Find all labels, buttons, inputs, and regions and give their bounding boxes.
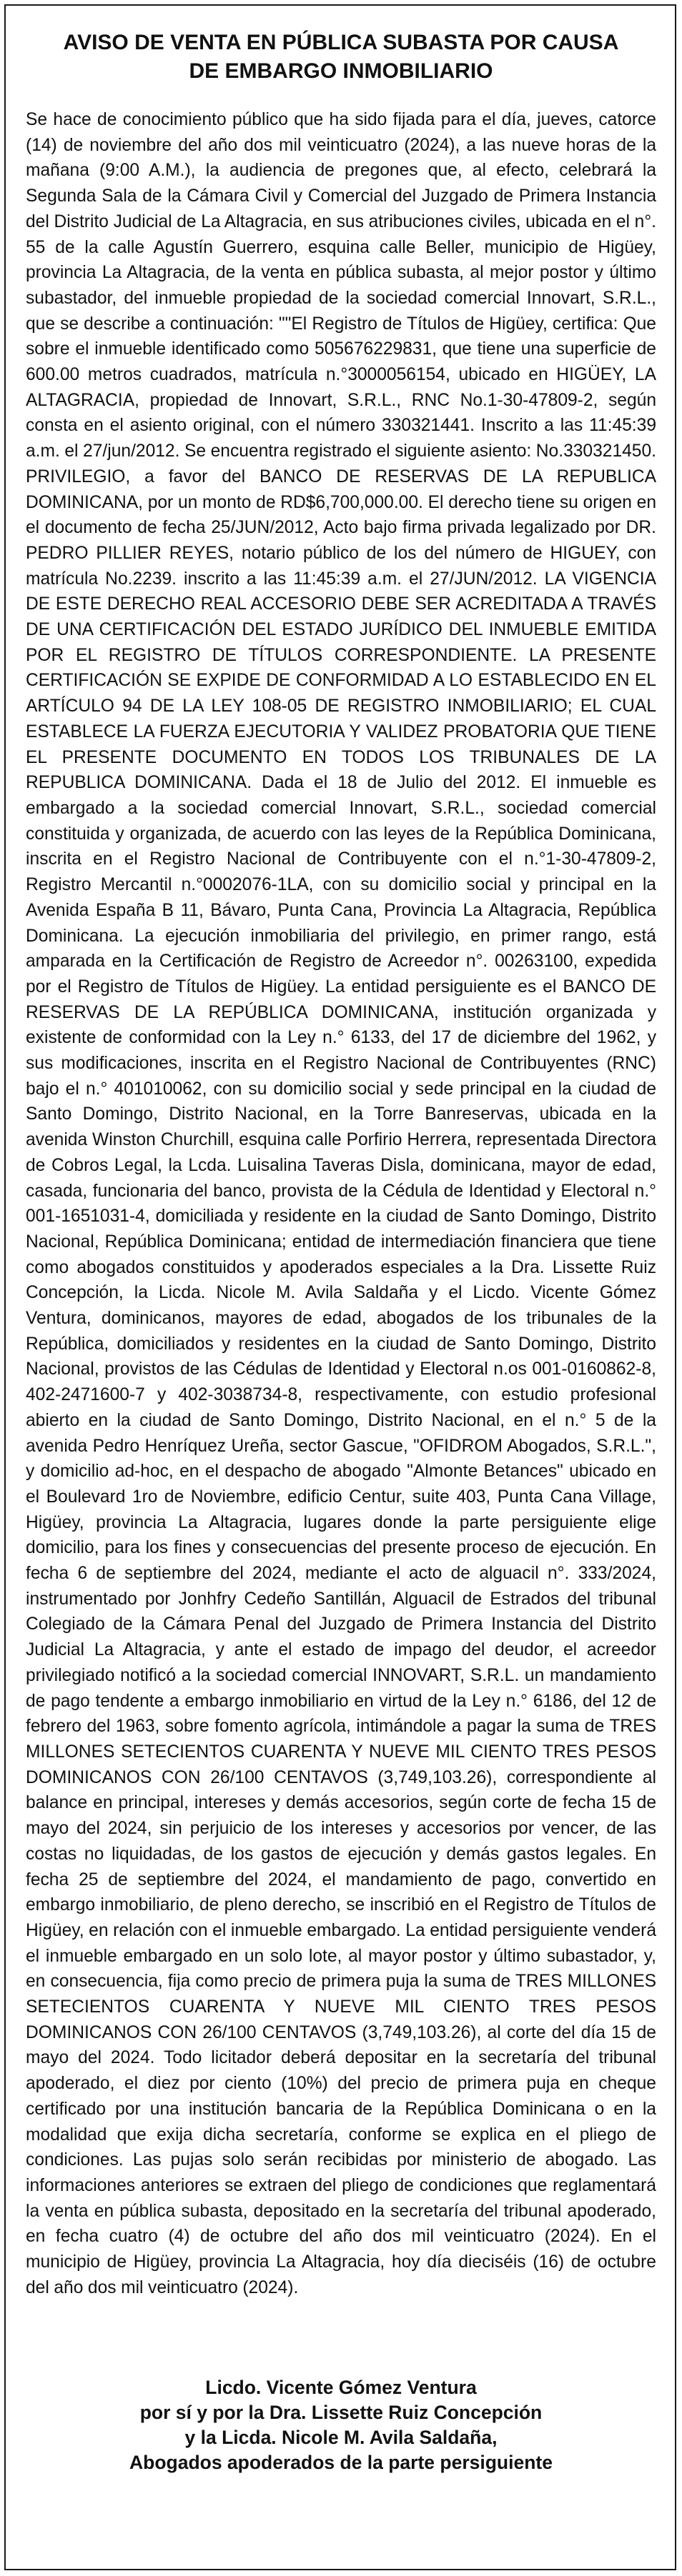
signature-block bbox=[29, 2375, 653, 2475]
notice-title-line-1: AVISO DE VENTA EN PÚBLICA SUBASTA POR CAUSA bbox=[63, 31, 619, 54]
signature-line-1: Licdo. Vicente Gómez Ventura bbox=[205, 2377, 477, 2398]
notice-body: Se hace de conocimiento público que ha sido fijada para el día, jueves, catorce (14) de noviembre del año dos mil veinticuatro (2024), a las nueve horas de la mañana (9:00 A.M.), la audiencia de pregones que, al efecto, celebrará la Segunda Sala de la Cámara Civil y Comercial del Juzgado de Primera Instancia del Distrito Judicial de La Altagracia, en sus atribuciones civiles, ubicada en el n°. 55 de la calle Agustín Guerrero, esquina calle Beller, municipio de Higüey, provincia La Altagracia, de la venta en pública subasta, al mejor postor y último subastador, del inmueble propiedad de la sociedad comercial Innovart, S.R.L., que se describe a continuación: ""El Registro de Títulos de Higüey, certifica: Que sobre el inmueble identificado como 505676229831, que tiene una superficie de 600.00 metros cuadrados, matrícula n.°3000056154, ubicado en HIGÜEY, LA ALTAGRACIA, propiedad de Innovart, S.R.L., RNC No.1-30-47809-2, según consta en el asiento original, con el número 330321441. Inscrito a las 11:45:39 a.m. el 27/jun/2012. Se encuentra registrado el siguiente asiento: No.330321450. PRIVILEGIO, a favor del BANCO DE RESERVAS DE LA REPUBLICA DOMINICANA, por un monto de RD$6,700,000.00. El derecho tiene su origen en el documento de fecha 25/JUN/2012, Acto bajo firma privada legalizado por DR. PEDRO PILLIER REYES, notario público de los del número de HIGUEY, con matrícula No.2239. inscrito a las 11:45:39 a.m. el 27/JUN/2012. LA VIGENCIA DE ESTE DERECHO REAL ACCESORIO DEBE SER ACREDITADA A TRAVÉS DE UNA CERTIFICACIÓN DEL ESTADO JURÍDICO DEL INMUEBLE EMITIDA POR EL REGISTRO DE TÍTULOS CORRESPONDIENTE. LA PRESENTE CERTIFICACIÓN SE EXPIDE DE CONFORMIDAD A LO ESTABLECIDO EN EL ARTÍCULO 94 DE LA LEY 108-05 DE REGISTRO INMOBILIARIO; EL CUAL ESTABLECE LA FUERZA EJECUTORIA Y VALIDEZ PROBATORIA QUE TIENE EL PRESENTE DOCUMENTO EN TODOS LOS TRIBUNALES DE LA REPUBLICA DOMINICANA. Dada el 18 de Julio del 2012. El inmueble es embargado a la sociedad comercial Innovart, S.R.L., sociedad comercial constituida y organizada, de acuerdo con las leyes de la República Dominicana, inscrita en el Registro Nacional de Contribuyente con el n.°1-30-47809-2, Registro Mercantil n.°0002076-1LA, con su domicilio social y principal en la Avenida España B 11, Bávaro, Punta Cana, Provincia La Altagracia, República Dominicana. La ejecución inmobiliaria del privilegio, en primer rango, está amparada en la Certificación de Registro de Acreedor n°. 00263100, expedida por el Registro de Títulos de Higüey. La entidad persiguiente es el BANCO DE RESERVAS DE LA REPÚBLICA DOMINICANA, institución organizada y existente de conformidad con la Ley n.° 6133, del 17 de diciembre del 1962, y sus modificaciones, inscrita en el Registro Nacional de Contribuyentes (RNC) bajo el n.° 401010062, con su domicilio social y sede principal en la ciudad de Santo Domingo, Distrito Nacional, en la Torre Banreservas, ubicada en la avenida Winston Churchill, esquina calle Porfirio Herrera, representada Directora de Cobros Legal, la Lcda. Luisalina Taveras Disla, dominicana, mayor de edad, casada, funcionaria del banco, provista de la Cédula de Identidad y Electoral n.° 001-1651031-4, domiciliada y residente en la ciudad de Santo Domingo, Distrito Nacional, República Dominicana; entidad de intermediación financiera que tiene como abogados constituidos y apoderados especiales a la Dra. Lissette Ruiz Concepción, la Licda. Nicole M. Avila Saldaña y el Licdo. Vicente Gómez Ventura, dominicanos, mayores de edad, abogados de los tribunales de la República, domiciliados y residentes en la ciudad de Santo Domingo, Distrito Nacional, provistos de las Cédulas de Identidad y Electoral n.os 001-0160862-8, 402-2471600-7 y 402-3038734-8, respectivamente, con estudio profesional abierto en la ciudad de Santo Domingo, Distrito Nacional, en el n.° 5 de la avenida Pedro Henríquez Ureña, sector Gascue, "OFIDROM Abogados, S.R.L.", y domicilio ad-hoc, en el despacho de abogado "Almonte Betances" ubicado en el Boulevard 1ro de Noviembre, edificio Centur, suite 403, Punta Cana Village, Higüey, provincia La Altagracia, lugares donde la parte persiguiente elige domicilio, para los fines y consecuencias del presente proceso de ejecución. En fecha 6 de septiembre del 2024, mediante el acto de alguacil n°. 333/2024, instrumentado por Jonhfry Cedeño Santillán, Alguacil de Estrados del tribunal Colegiado de la Cámara Penal del Juzgado de Primera Instancia del Distrito Judicial La Altagracia, y ante el estado de impago del deudor, el acreedor privilegiado notificó a la sociedad comercial INNOVART, S.R.L. un mandamiento de pago tendente a embargo inmobiliario en virtud de la Ley n.° 6186, del 12 de febrero del 1963, sobre fomento agrícola, intimándole a pagar la suma de TRES MILLONES SETECIENTOS CUARENTA Y NUEVE MIL CIENTO TRES PESOS DOMINICANOS CON 26/100 CENTAVOS (3,749,103.26), correspondiente al balance en principal, intereses y demás accesorios, según corte de fecha 15 de mayo del 2024, sin perjuicio de los intereses y accesorios por vencer, de las costas no liquidadas, de los gastos de ejecución y demás gastos legales. En fecha 25 de septiembre del 2024, el mandamiento de pago, convertido en embargo inmobiliario, de pleno derecho, se inscribió en el Registro de Títulos de Higüey, en relación con el inmueble embargado. La entidad persiguiente venderá el inmueble embargado en un solo lote, al mayor postor y último subastador, y, en consecuencia, fija como precio de primera puja la suma de TRES MILLONES SETECIENTOS CUARENTA Y NUEVE MIL CIENTO TRES PESOS DOMINICANOS CON 26/100 CENTAVOS (3,749,103.26), al corte del día 15 de mayo del 2024. Todo licitador deberá depositar en la secretaría del tribunal apoderado, el diez por ciento (10%) del precio de primera puja en cheque certificado por una institución bancaria de la República Dominicana o en la modalidad que exija dicha secretaría, conforme se explica en el pliego de condiciones. Las pujas solo serán recibidas por ministerio de abogado. Las informaciones anteriores se extraen del pliego de condiciones que reglamentará la venta en pública subasta, depositado en la secretaría del tribunal apoderado, en fecha cuatro (4) de octubre del año dos mil veinticuatro (2024). En el municipio de Higüey, provincia La Altagracia, hoy día dieciséis (16) de octubre del año dos mil veinticuatro (2024). bbox=[26, 110, 656, 2297]
notice-title-line-2: DE EMBARGO INMOBILIARIO bbox=[189, 59, 493, 83]
signature-line-2: por sí y por la Dra. Lissette Ruiz Concepción bbox=[139, 2402, 543, 2423]
signature-line-3: y la Licda. Nicole M. Avila Saldaña, bbox=[184, 2427, 498, 2448]
notice-title bbox=[29, 29, 653, 86]
signature-line-4: Abogados apoderados de la parte persiguiente bbox=[129, 2452, 553, 2473]
